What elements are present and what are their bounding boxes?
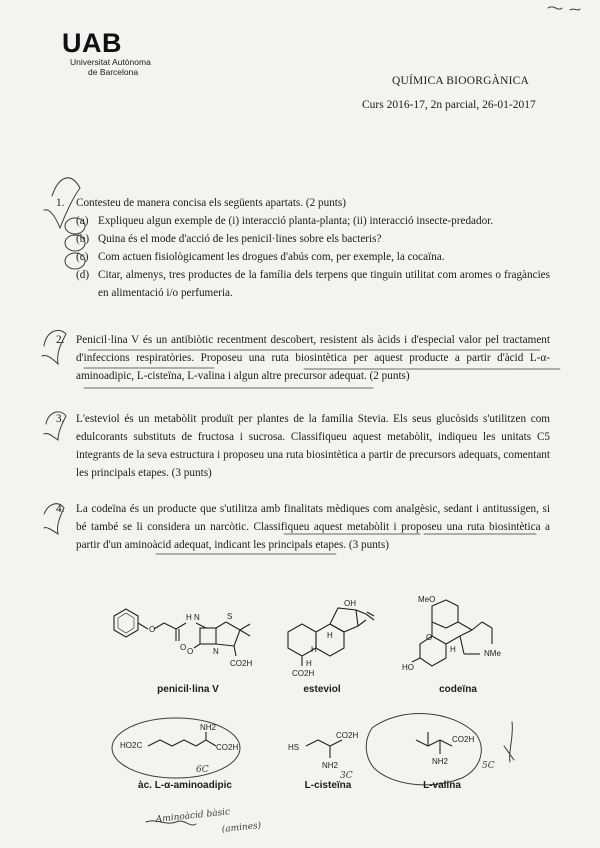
atom-co2h: CO2H xyxy=(452,735,475,744)
atom-ho: HO xyxy=(402,663,414,672)
item-label: (a) xyxy=(76,215,89,227)
atom-o: O xyxy=(149,625,156,634)
question-number: 4. xyxy=(56,503,65,515)
item-text: Citar, almenys, tres productes de la família dels terpens que tinguin utilitat com aromes o fragàncies en alimentació i/o perfumeria. xyxy=(98,269,550,299)
structure-cysteine xyxy=(282,722,372,778)
question-4-text: La codeïna és un producte que s'utilitza amb finalitats mèdiques com analgèsic, sedant i antitussigen, si bé també se li considera un narcòtic. Classifiqueu aquest metabòlit i proposeu una ruta biosintètica a partir d'un aminoàcid adequat, indicant les principals etapes. (3 punts) xyxy=(76,503,550,551)
atom-s: S xyxy=(227,612,233,621)
handwritten-note-5c: 5C xyxy=(482,761,495,771)
atom-o: O xyxy=(180,643,187,652)
question-2-text: Penicil·lina V és un antibiòtic recentment descobert, resistent als àcids i d'especial valor pel tractament d'infeccions respiratòries. Proposeu una ruta biosintètica per aquest producte a partir d'àcid L-α-aminoadipic, L-cisteïna, L-valina i algun altre precursor adequat. (2 punts) xyxy=(76,334,550,382)
structure-codeine xyxy=(402,592,512,678)
atom-h: H xyxy=(450,645,456,654)
course-title: QUÍMICA BIOORGÀNICA xyxy=(392,75,530,87)
atom-hs: HS xyxy=(288,743,300,752)
atom-o: O xyxy=(426,633,433,642)
structure-penicillin-v xyxy=(100,594,270,674)
item-label: (b) xyxy=(76,233,90,245)
atom-nh2: NH2 xyxy=(200,723,217,732)
logo-line-1: Universitat Autònoma xyxy=(70,57,151,67)
label-steviol: esteviol xyxy=(303,684,341,695)
handwritten-bottom-note-2: (amines) xyxy=(221,820,262,835)
atom-n: N xyxy=(213,647,219,656)
atom-h: H xyxy=(327,631,333,640)
atom-ho2c: HO2C xyxy=(120,741,143,750)
question-4 xyxy=(56,500,550,554)
handwritten-note-6c: 6C xyxy=(196,765,209,775)
item-text: Quina és el mode d'acció de les penicil·lines sobre els bacteris? xyxy=(98,233,382,245)
atom-nh2: NH2 xyxy=(322,761,339,770)
structure-valine xyxy=(402,722,492,778)
item-label: (c) xyxy=(76,251,89,263)
atom-oh: OH xyxy=(344,599,356,608)
question-3 xyxy=(56,410,550,482)
atom-co2h: CO2H xyxy=(336,731,359,740)
label-codeine: codeïna xyxy=(439,684,477,695)
logo-mark: UAB xyxy=(62,28,122,58)
handwritten-bottom-note-1: Aminoàcid bàsic xyxy=(155,807,231,825)
atom-o: O xyxy=(187,647,194,656)
label-cysteine: L-cisteïna xyxy=(304,780,352,791)
question-number: 2. xyxy=(56,334,65,346)
handwritten-note-3c: 3C xyxy=(340,771,353,781)
question-1-intro: Contesteu de manera concisa els següents apartats. (2 punts) xyxy=(76,197,346,209)
question-number: 3. xyxy=(56,413,65,425)
question-number: 1. xyxy=(56,197,65,209)
question-1-item-a xyxy=(68,212,550,230)
question-1-item-b xyxy=(68,230,550,248)
question-1 xyxy=(56,194,550,302)
question-3-text: L'esteviol és un metabòlit produït per plantes de la família Stevia. Els seus glucòsids s'utilitzen com edulcorants substituts de fructosa i sucrosa. Classifiqueu aquest metabòlit, indiqueu les unitats C5 integrants de la seva estructura i proposeu una ruta biosintètica a partir de precursors adequats, comentant les principals etapes. (3 punts) xyxy=(76,413,550,479)
atom-h: H xyxy=(311,645,317,654)
question-2 xyxy=(56,331,550,385)
question-1-item-c xyxy=(68,248,550,266)
atom-co2h: CO2H xyxy=(230,659,253,668)
logo-line-2: de Barcelona xyxy=(88,67,139,77)
question-1-item-d xyxy=(68,266,550,302)
item-label: (d) xyxy=(76,269,90,281)
item-text: Com actuen fisiològicament les drogues d'abús com, per exemple, la cocaïna. xyxy=(98,251,445,263)
atom-co2h: CO2H xyxy=(216,743,239,752)
atom-nme: NMe xyxy=(484,649,501,658)
item-text: Expliqueu algun exemple de (i) interacció planta-planta; (ii) interacció insecte-predador. xyxy=(98,215,494,227)
label-aminoadipic-acid: àc. L-α-aminoadipic xyxy=(138,780,232,791)
atom-nh: H N xyxy=(186,613,200,622)
label-penicillin-v: penicil·lina V xyxy=(157,684,219,695)
structure-aminoadipic-acid xyxy=(118,722,248,772)
atom-meo: MeO xyxy=(418,595,436,604)
label-valine: L-valina xyxy=(423,780,461,791)
atom-h: H xyxy=(306,659,312,668)
atom-nh2: NH2 xyxy=(432,757,449,766)
atom-co2h: CO2H xyxy=(292,669,315,678)
structure-steviol xyxy=(278,592,378,682)
exam-subtitle: Curs 2016-17, 2n parcial, 26-01-2017 xyxy=(362,99,536,111)
university-logo xyxy=(62,30,172,77)
